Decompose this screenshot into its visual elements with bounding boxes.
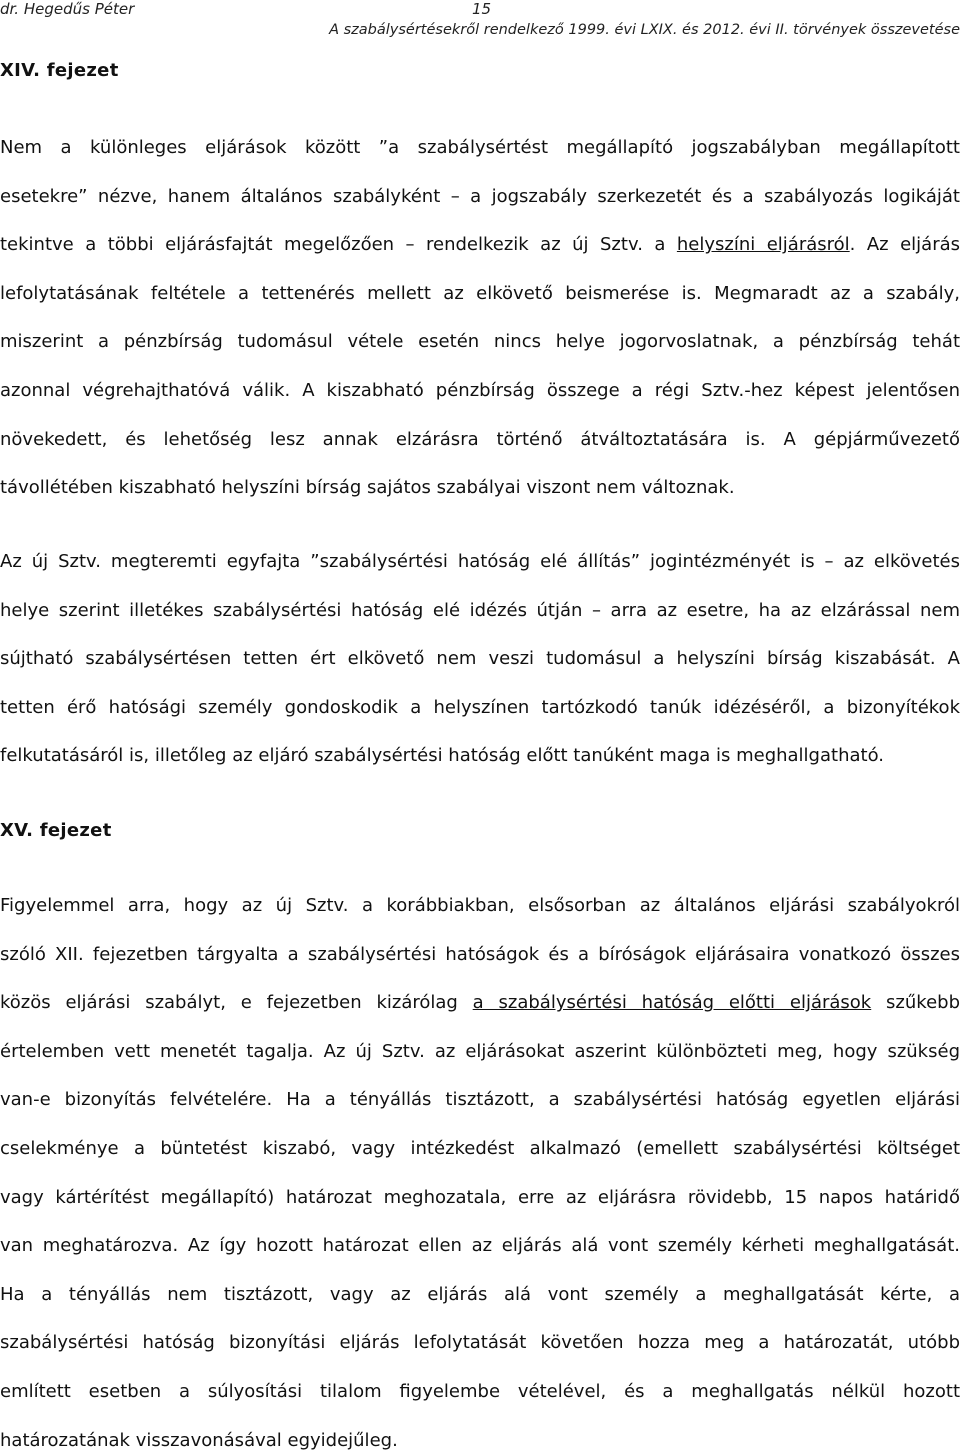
text-line: Az új Sztv. megteremti egyfajta ”szabálysértési hatóság elé állítás” jogintézményét is – az elkövetés: [0, 551, 960, 572]
text-line: említett esetben a súlyosítási tilalom figyelembe vételével, és a meghallgatás nélkül hozott: [0, 1380, 960, 1402]
text-line: esetekre” nézve, hanem általános szabályként – a jogszabály szerkezetét és a szabályozás logikáját: [0, 185, 960, 207]
text-line: lefolytatásának feltétele a tettenérés mellett az elkövető beismerése is. Megmaradt az a szabály,: [0, 282, 960, 304]
chapter-heading-15: XV. fejezet: [0, 820, 112, 841]
underlined-text: a szabálysértési hatóság előtti eljárások: [472, 992, 872, 1014]
text-line: értelemben vett menetét tagalja. Az új Sztv. az eljárásokat aszerint különbözteti meg, hogy szükség: [0, 1040, 960, 1062]
text-line: Figyelemmel arra, hogy az új Sztv. a korábbiakban, elsősorban az általános eljárási szabályokról: [0, 895, 960, 916]
text-segment: . Az eljárás: [849, 234, 960, 256]
underlined-text: helyszíni eljárásról: [676, 234, 850, 256]
page-number: 15: [472, 0, 492, 18]
text-line: helye szerint illetékes szabálysértési hatóság elé idézés útján – arra az esetre, ha az elzárással nem: [0, 599, 960, 621]
text-segment: tekintve a többi eljárásfajtát megelőzően – rendelkezik az új Sztv. a: [0, 234, 677, 256]
text-line: szabálysértési hatóság bizonyítási eljárás lefolytatását követően hozza meg a határozatát, utóbb: [0, 1332, 960, 1354]
text-line: tetten érő hatósági személy gondoskodik a helyszínen tartózkodó tanúk idézéséről, a bizonyítékok: [0, 696, 960, 718]
text-line: [0, 979, 960, 1028]
text-segment: szűkebb: [871, 992, 960, 1014]
text-line: azonnal végrehajthatóvá válik. A kiszabható pénzbírság összege a régi Sztv.-hez képest jelentősen: [0, 379, 960, 401]
text-segment: közös eljárási szabályt, e fejezetben kizárólag: [0, 992, 473, 1014]
text-line: [0, 221, 960, 270]
text-line: van-e bizonyítás felvételére. Ha a tényállás tisztázott, a szabálysértési hatóság egyetlen eljárási: [0, 1089, 960, 1111]
page-header: [0, 0, 960, 40]
text-line: határozatának visszavonásával egyidejűleg.: [0, 1429, 398, 1451]
paragraph: [0, 882, 960, 1456]
text-line: sújtható szabálysértésen tetten ért elkövető nem veszi tudomásul a helyszíni bírság kiszabását. A: [0, 648, 960, 670]
header-author: dr. Hegedűs Péter: [0, 0, 135, 18]
text-line: szóló XII. fejezetben tárgyalta a szabálysértési hatóságok és a bíróságok eljárásaira vonatkozó összes: [0, 943, 960, 965]
paragraph: [0, 538, 960, 781]
chapter-heading-14: XIV. fejezet: [0, 60, 119, 81]
text-line: miszerint a pénzbírság tudomásul vétele esetén nincs helye jogorvoslatnak, a pénzbírság tehát: [0, 331, 960, 353]
text-line: távollétében kiszabható helyszíni bírság sajátos szabályai viszont nem változnak.: [0, 477, 735, 499]
text-line: vagy kártérítést megállapító) határozat meghozatala, erre az eljárásra rövidebb, 15 napos határidő: [0, 1186, 960, 1208]
header-title: A szabálysértésekről rendelkező 1999. évi LXIX. és 2012. évi II. törvények összevetése: [329, 22, 960, 38]
text-line: felkutatásáról is, illetőleg az eljáró szabálysértési hatóság előtt tanúként maga is meghallgatható.: [0, 745, 884, 767]
text-line: van meghatározva. Az így hozott határozat ellen az eljárás alá vont személy kérheti meghallgatását.: [0, 1235, 960, 1257]
text-line: Ha a tényállás nem tisztázott, vagy az eljárás alá vont személy a meghallgatását kérte, a: [0, 1283, 960, 1305]
text-line: Nem a különleges eljárások között ”a szabálysértést megállapító jogszabályban megállapított: [0, 137, 960, 158]
text-line: növekedett, és lehetőség lesz annak elzárásra történő átváltoztatására is. A gépjárművezető: [0, 428, 960, 450]
paragraph: [0, 124, 960, 513]
text-line: cselekménye a büntetést kiszabó, vagy intézkedést alkalmazó (emellett szabálysértési költséget: [0, 1137, 960, 1159]
